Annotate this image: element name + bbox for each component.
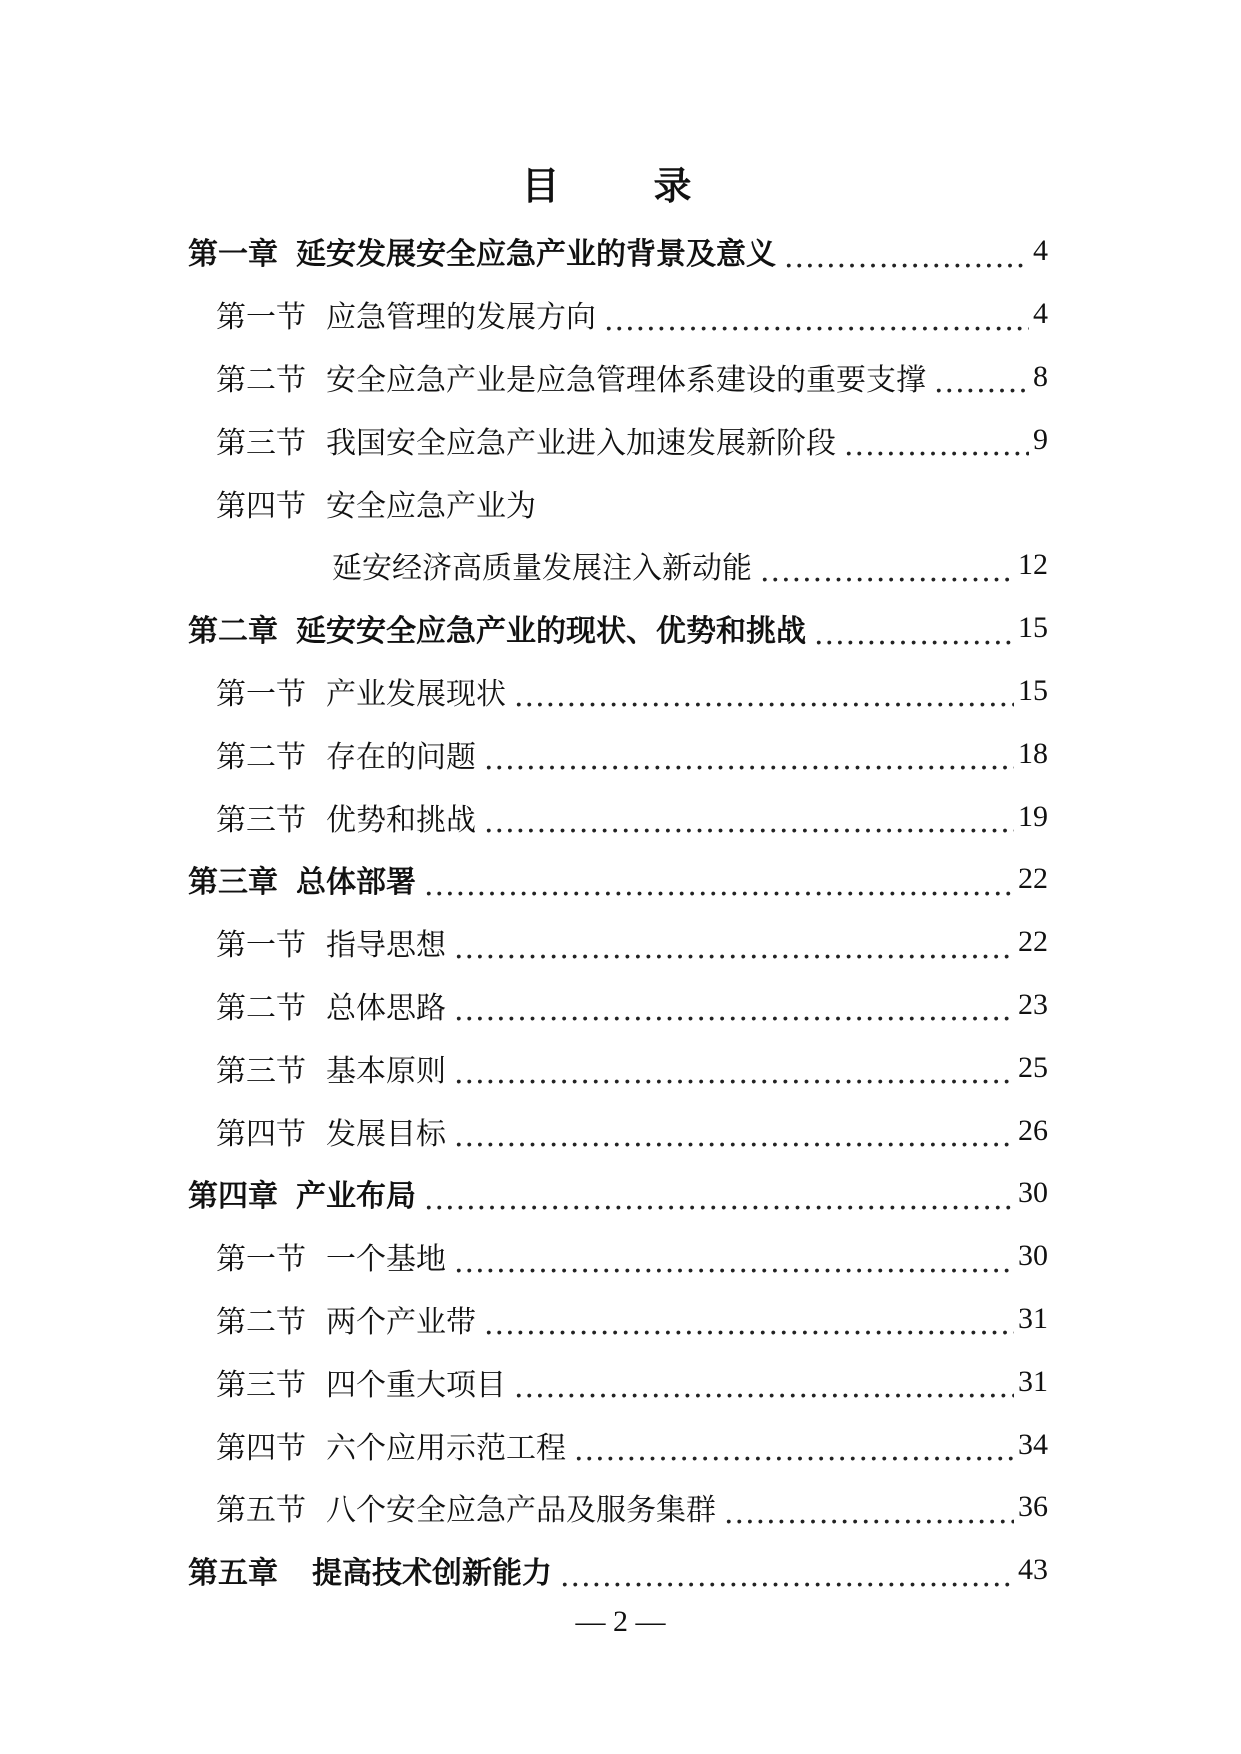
page-number: 43: [1018, 1553, 1048, 1587]
toc-chapter-row[interactable]: [188, 1539, 1048, 1602]
section-number: 第二节: [216, 739, 306, 775]
section-title: 基本原则: [326, 1053, 446, 1089]
dot-leader: [814, 617, 1014, 652]
page-footer-number: — 2 —: [575, 1605, 666, 1638]
dot-leader: [484, 1307, 1014, 1342]
section-title: 安全应急产业为: [326, 488, 536, 524]
chapter-number: 第三章: [188, 865, 278, 901]
toc-section-row[interactable]: [188, 660, 1048, 723]
toc-section-row[interactable]: [188, 471, 1048, 534]
chapter-number: 第四章: [188, 1179, 278, 1215]
page-number: 31: [1018, 1364, 1048, 1398]
toc-section-row[interactable]: [188, 785, 1048, 848]
dot-leader: [784, 240, 1029, 275]
section-title: 产业发展现状: [326, 676, 506, 712]
section-title: 六个应用示范工程: [326, 1430, 566, 1466]
page-number: 22: [1018, 925, 1048, 959]
toc-section-row[interactable]: [188, 408, 1048, 471]
chapter-title: 延安发展安全应急产业的背景及意义: [296, 237, 776, 273]
page-number: 15: [1018, 611, 1048, 645]
section-number: 第二节: [216, 990, 306, 1026]
section-number: 第三节: [216, 802, 306, 838]
dot-leader: [560, 1559, 1014, 1594]
toc-section-row[interactable]: [188, 722, 1048, 785]
page-number: 4: [1033, 234, 1048, 268]
section-title: 发展目标: [326, 1116, 446, 1152]
dot-leader: [514, 679, 1014, 714]
page-number: 15: [1018, 673, 1048, 707]
chapter-title: 延安安全应急产业的现状、优势和挑战: [296, 614, 806, 650]
section-number: 第四节: [216, 1430, 306, 1466]
section-number: 第二节: [216, 1304, 306, 1340]
toc-chapter-row[interactable]: [188, 220, 1048, 283]
dot-leader: [454, 993, 1014, 1028]
page-number: 12: [1018, 548, 1048, 582]
section-number: 第四节: [216, 488, 306, 524]
page-number: 8: [1033, 359, 1048, 393]
toc-chapter-row[interactable]: [188, 1162, 1048, 1225]
page-number: 23: [1018, 987, 1048, 1021]
section-title: 安全应急产业是应急管理体系建设的重要支撑: [326, 362, 926, 398]
section-title: 我国安全应急产业进入加速发展新阶段: [326, 425, 836, 461]
dot-leader: [604, 303, 1029, 338]
section-number: 第三节: [216, 425, 306, 461]
section-number: 第一节: [216, 300, 306, 336]
dot-leader: [454, 1245, 1014, 1280]
dot-leader: [424, 868, 1014, 903]
dot-leader: [514, 1370, 1014, 1405]
page-number: 19: [1018, 799, 1048, 833]
section-title: 一个基地: [326, 1242, 446, 1278]
section-title: 两个产业带: [326, 1304, 476, 1340]
dot-leader: [454, 931, 1014, 966]
dot-leader: [484, 805, 1014, 840]
toc-chapter-row[interactable]: [188, 848, 1048, 911]
section-number: 第四节: [216, 1116, 306, 1152]
toc-section-row[interactable]: [188, 1350, 1048, 1413]
table-of-contents: [188, 220, 1048, 1602]
page-number: 4: [1033, 297, 1048, 331]
toc-section-row[interactable]: [188, 283, 1048, 346]
section-number: 第三节: [216, 1053, 306, 1089]
section-title: 应急管理的发展方向: [326, 300, 596, 336]
toc-section-row[interactable]: [188, 1476, 1048, 1539]
section-number: 第五节: [216, 1493, 306, 1529]
chapter-title: 产业布局: [296, 1179, 416, 1215]
section-number: 第一节: [216, 1242, 306, 1278]
section-title: 优势和挑战: [326, 802, 476, 838]
section-number: 第三节: [216, 1367, 306, 1403]
dot-leader: [424, 1182, 1014, 1217]
section-title-continuation: 延安经济高质量发展注入新动能: [332, 551, 752, 587]
chapter-number: 第二章: [188, 614, 278, 650]
chapter-title: 提高技术创新能力: [312, 1556, 552, 1592]
page-number: 31: [1018, 1301, 1048, 1335]
page-number: 9: [1033, 422, 1048, 456]
page-number: 36: [1018, 1490, 1048, 1524]
page-number: 30: [1018, 1176, 1048, 1210]
section-number: 第一节: [216, 676, 306, 712]
page-number: 22: [1018, 862, 1048, 896]
page-number: 18: [1018, 736, 1048, 770]
toc-section-continuation-row[interactable]: [188, 534, 1048, 597]
chapter-number: 第五章: [188, 1556, 278, 1592]
chapter-title: 总体部署: [296, 865, 416, 901]
dot-leader: [484, 742, 1014, 777]
toc-section-row[interactable]: [188, 1099, 1048, 1162]
page-number: 34: [1018, 1427, 1048, 1461]
dot-leader: [454, 1119, 1014, 1154]
chapter-number: 第一章: [188, 237, 278, 273]
dot-leader: [574, 1433, 1014, 1468]
toc-section-row[interactable]: [188, 974, 1048, 1037]
dot-leader: [934, 365, 1029, 400]
dot-leader: [844, 428, 1029, 463]
toc-chapter-row[interactable]: [188, 597, 1048, 660]
section-title: 八个安全应急产品及服务集群: [326, 1493, 716, 1529]
toc-title: 目 录: [521, 164, 720, 208]
dot-leader: [760, 554, 1014, 589]
page-number: 25: [1018, 1050, 1048, 1084]
section-title: 四个重大项目: [326, 1367, 506, 1403]
toc-section-row[interactable]: [188, 1225, 1048, 1288]
toc-section-row[interactable]: [188, 1413, 1048, 1476]
page-number: 30: [1018, 1239, 1048, 1273]
dot-leader: [724, 1496, 1014, 1531]
toc-section-row[interactable]: [188, 1036, 1048, 1099]
section-title: 存在的问题: [326, 739, 476, 775]
dot-leader: [454, 1056, 1014, 1091]
section-number: 第二节: [216, 362, 306, 398]
section-title: 总体思路: [326, 990, 446, 1026]
toc-section-row[interactable]: [188, 911, 1048, 974]
page-number: 26: [1018, 1113, 1048, 1147]
section-number: 第一节: [216, 928, 306, 964]
toc-section-row[interactable]: [188, 1288, 1048, 1351]
section-title: 指导思想: [326, 928, 446, 964]
toc-section-row[interactable]: [188, 346, 1048, 409]
